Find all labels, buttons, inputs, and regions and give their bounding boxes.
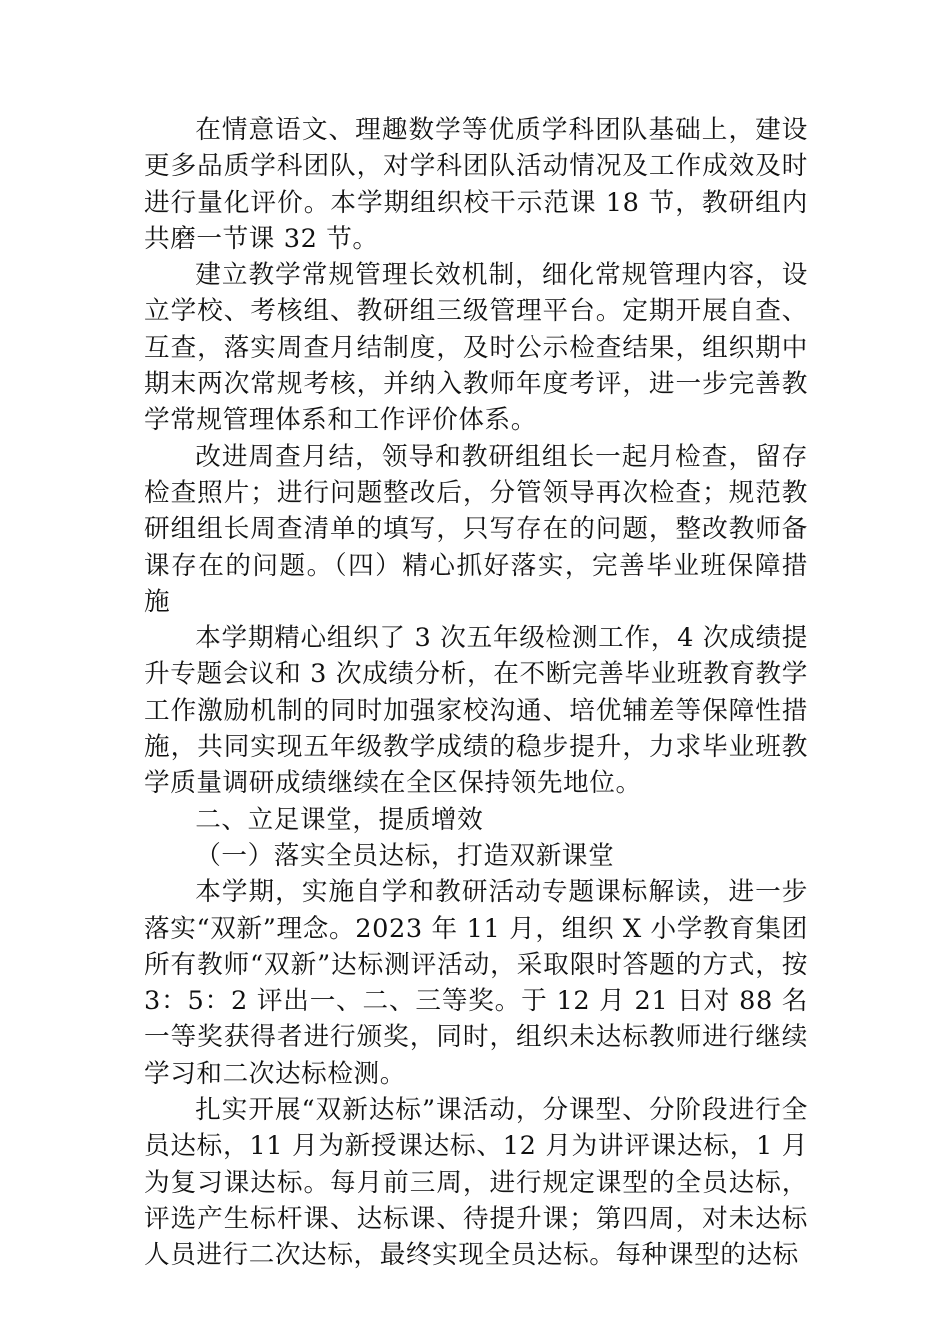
paragraph-double-new-evaluation: 本学期，实施自学和教研活动专题课标解读，进一步落实“双新”理念。2023 年 11 月，组织 X 小学教育集团所有教师“双新”达标测评活动，采取限时答题的方式，按3：5：2 评出一、二、三等奖。于 12 月 21 日对 88 名一等奖获得者进行颁奖，同时，组织未达标教师进行继续学习和二次达标检测。 (144, 877, 808, 1089)
paragraph-routine-management: 建立教学常规管理长效机制，细化常规管理内容，设立学校、考核组、教研组三级管理平台。定期开展自查、互查，落实周查月结制度，及时公示检查结果，组织期中期末两次常规考核，并纳入教师年度考评，进一步完善教学常规管理体系和工作评价体系。 (144, 260, 808, 436)
paragraph-weekly-check: 改进周查月结，领导和教研组组长一起月检查，留存检查照片；进行问题整改后，分管领导再次检查；规范教研组组长周查清单的填写，只写存在的问题，整改教师备课存在的问题。（四）精心抓好落实，完善毕业班保障措施 (144, 441, 808, 617)
document-body (144, 112, 808, 1274)
subsection-heading-standards: （一）落实全员达标，打造双新课堂 (195, 840, 615, 871)
paragraph-subject-teams: 在情意语文、理趣数学等优质学科团队基础上，建设更多品质学科团队，对学科团队活动情况及工作成效及时进行量化评价。本学期组织校干示范课 18 节，教研组内共磨一节课 32 节。 (144, 115, 808, 254)
paragraph-double-new-lessons: 扎实开展“双新达标”课活动，分课型、分阶段进行全员达标，11 月为新授课达标、12 月为讲评课达标，1 月为复习课达标。每月前三周，进行规定课型的全员达标，评选产生标杆课、达标课、待提升课；第四周，对未达标人员进行二次达标，最终实现全员达标。每种课型的达标 (144, 1095, 808, 1271)
paragraph-graduating-class: 本学期精心组织了 3 次五年级检测工作，4 次成绩提升专题会议和 3 次成绩分析，在不断完善毕业班教育教学工作激励机制的同时加强家校沟通、培优辅差等保障性措施，共同实现五年级教学成绩的稳步提升，力求毕业班教学质量调研成绩继续在全区保持领先地位。 (144, 623, 808, 799)
section-heading-classroom: 二、立足课堂，提质增效 (195, 804, 484, 835)
